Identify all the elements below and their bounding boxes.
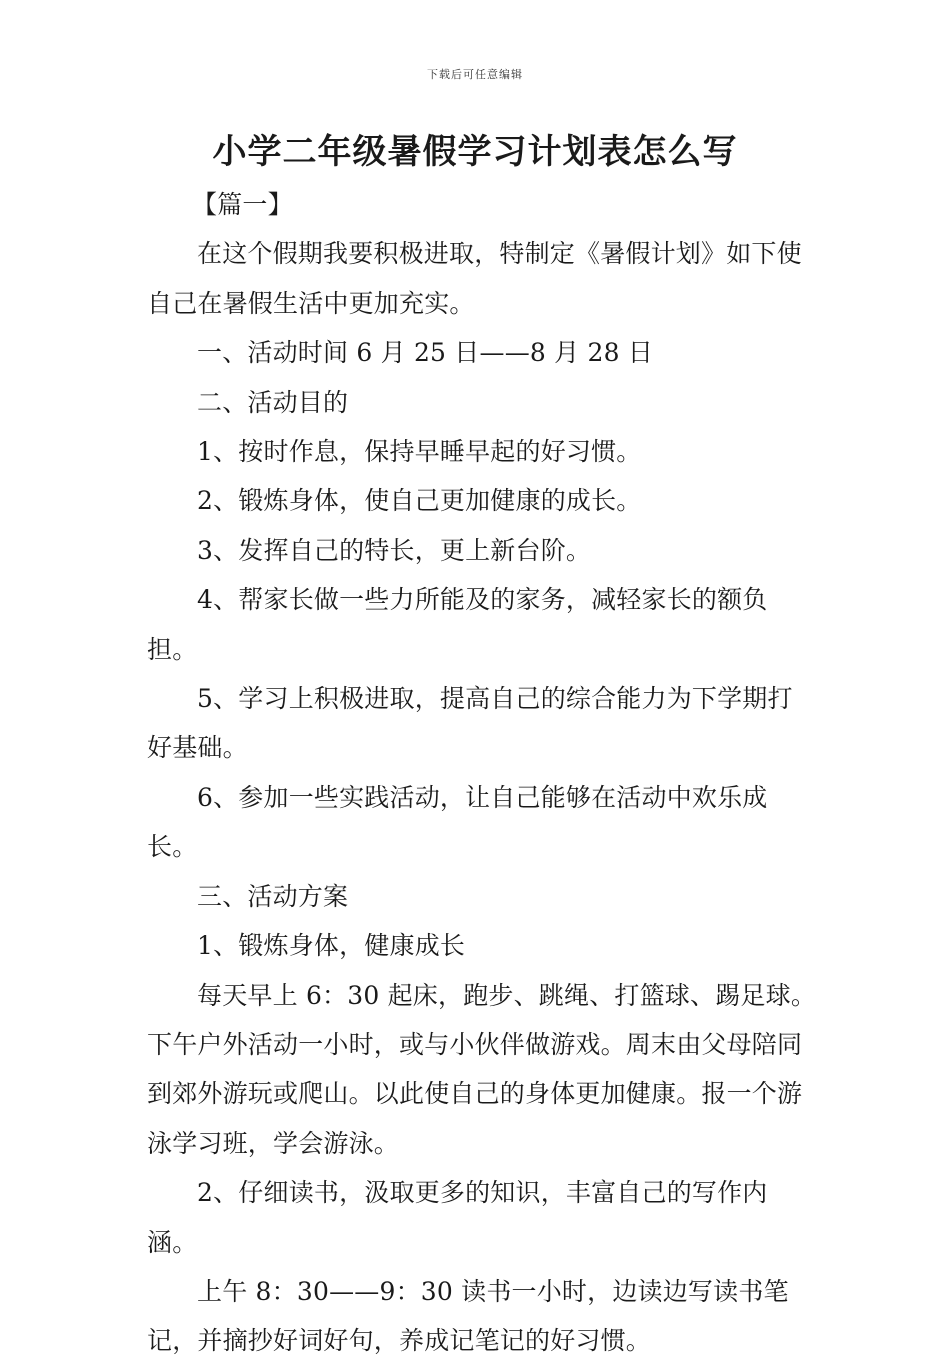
goal-item: 1、按时作息，保持早睡早起的好习惯。 (197, 437, 642, 467)
section-heading-plan: 三、活动方案 (197, 881, 349, 911)
document-body (147, 180, 817, 1366)
plan-item-paragraph: 每天早上 6：30 起床，跑步、跳绳、打篮球、踢足球。下午户外活动一小时，或与小伙伴做游戏。周末由父母陪同到郊外游玩或爬山。以此使自己的身体更加健康。报一个游泳学习班，学会游泳。 (147, 980, 817, 1158)
section-heading-time: 一、活动时间 6 月 25 日——8 月 28 日 (197, 338, 654, 368)
goal-item: 3、发挥自己的特长，更上新台阶。 (197, 535, 592, 565)
goal-item: 2、锻炼身体，使自己更加健康的成长。 (197, 486, 642, 516)
goal-item: 5、学习上积极进取，提高自己的综合能力为下学期打好基础。 (147, 684, 793, 763)
intro-paragraph: 在这个假期我要积极进取，特制定《暑假计划》如下使自己在暑假生活中更加充实。 (147, 239, 802, 318)
goal-item: 4、帮家长做一些力所能及的家务，减轻家长的额负担。 (147, 585, 768, 664)
header-note: 下载后可任意编辑 (427, 68, 523, 81)
section-heading-goals: 二、活动目的 (197, 387, 349, 417)
section-tag: 【篇一】 (192, 190, 293, 219)
goal-item: 6、参加一些实践活动，让自己能够在活动中欢乐成长。 (147, 782, 768, 862)
plan-item-paragraph: 上午 8：30——9：30 读书一小时，边读边写读书笔记，并摘抄好词好句，养成记笔记的好习惯。 (147, 1276, 789, 1356)
document-title: 小学二年级暑假学习计划表怎么写 (212, 132, 738, 172)
plan-item-heading: 2、仔细读书，汲取更多的知识，丰富自己的写作内涵。 (147, 1178, 768, 1257)
plan-item-heading: 1、锻炼身体，健康成长 (197, 931, 466, 961)
